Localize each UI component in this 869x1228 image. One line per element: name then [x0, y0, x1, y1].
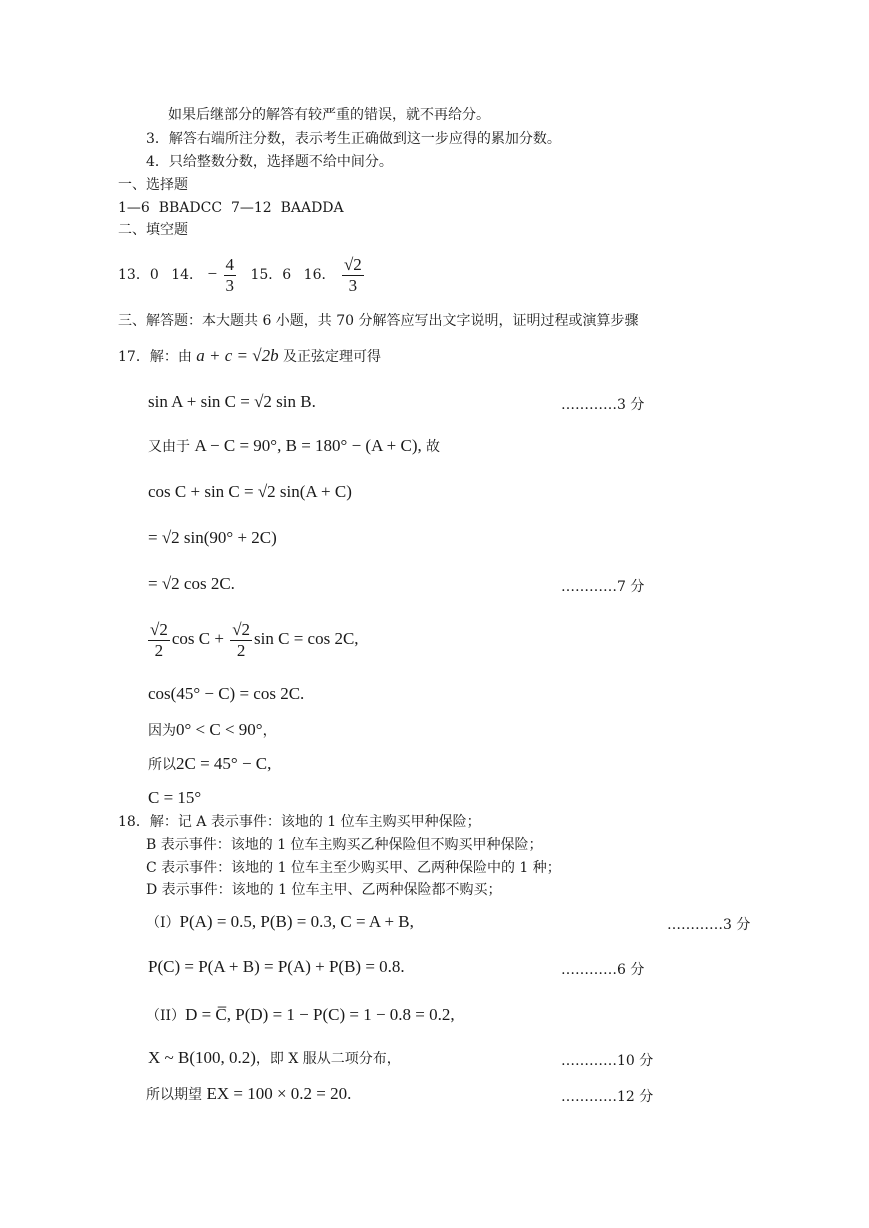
q17-eq5-score: …………7 分: [561, 579, 645, 595]
q17-eq7: cos(45° − C) = cos 2C.: [148, 684, 305, 703]
q18-part2-math: D = C̅, P(D) = 1 − P(C) = 1 − 0.8 = 0.2,: [185, 1005, 455, 1024]
q17-eq6: [146, 614, 359, 664]
q17-eq2-text: 又由于: [148, 439, 195, 455]
q18-part1-score: …………3 分: [667, 917, 751, 933]
note-line-3: 3．解答右端所注分数，表示考生正确做到这一步应得的累加分数。: [146, 131, 561, 147]
q17-eq6-numerator-2: √2: [232, 619, 251, 639]
answer-16-label: 16．: [303, 267, 336, 283]
q17-eq6-numerator-1: √2: [150, 619, 168, 639]
fill-answers: [118, 252, 366, 297]
q18-part2c-math: EX = 100 × 0.2 = 20.: [206, 1084, 352, 1103]
q17-intro-label: 17．解：由: [118, 349, 197, 365]
answer-14-denominator: 3: [225, 275, 235, 295]
q17-eq3: cos C + sin C = √2 sin(A + C): [148, 482, 352, 501]
q18-part2b-score: …………10 分: [561, 1053, 654, 1069]
q17-eq2-tail: 故: [426, 439, 441, 455]
q18-part2: [146, 1006, 455, 1025]
q17-eq2-math: A − C = 90°, B = 180° − (A + C),: [194, 436, 427, 455]
q17-eq9: [148, 755, 271, 774]
answer-14-fraction: [224, 255, 237, 296]
q17-eq5: = √2 cos 2C.: [148, 574, 235, 593]
q17-eq6-fraction-1: [148, 620, 170, 661]
q17-intro-math: a + c = √2b: [196, 346, 279, 365]
q18-part1: [146, 913, 414, 932]
q18-part2c: [146, 1085, 351, 1104]
q17-eq8: [148, 721, 277, 740]
q18-part2c-score: …………12 分: [561, 1089, 654, 1105]
answer-16-numerator: √2: [343, 254, 362, 274]
section3-heading: 三、解答题：本大题共 6 小题，共 70 分解答应写出文字说明，证明过程或演算步骤: [118, 313, 639, 329]
q18-line-1: 18．解：记 A 表示事件：该地的 1 位车主购买甲种保险；: [118, 814, 481, 830]
q17-eq6-mid: cos C +: [171, 629, 229, 648]
q18-part1-math: P(A) = 0.5, P(B) = 0.3, C = A + B,: [179, 912, 414, 931]
q17-eq8-tail: ，: [262, 723, 277, 739]
q17-eq2: [148, 437, 440, 456]
q17-eq4: = √2 sin(90° + 2C): [148, 528, 277, 547]
q17-intro: [118, 347, 381, 366]
q18-part1b: P(C) = P(A + B) = P(A) + P(B) = 0.8.: [148, 957, 405, 976]
answer-14-label: 14．: [171, 267, 204, 283]
choice-answers: 1—6 BBADCC 7—12 BAADDA: [118, 200, 344, 216]
q18-part2-label: （II）: [146, 1008, 186, 1024]
q18-part1b-score: …………6 分: [561, 962, 645, 978]
q18-part2b: [148, 1049, 401, 1068]
section1-heading: 一、选择题: [118, 177, 188, 193]
answer-14-numerator: 4: [225, 254, 235, 274]
note-line-1: 如果后继部分的解答有较严重的错误，就不再给分。: [168, 107, 490, 123]
q17-intro-text: 及正弦定理可得: [278, 349, 382, 365]
q18-line-2: B 表示事件：该地的 1 位车主购买乙种保险但不购买甲种保险；: [146, 837, 543, 853]
q17-eq8-text: 因为: [148, 723, 176, 739]
answer-13: 13．0: [118, 267, 159, 283]
q17-eq9-math: 2C = 45° − C,: [176, 754, 272, 773]
answer-16-denominator: 3: [348, 275, 358, 295]
q18-part2b-math: X ~ B(100, 0.2): [148, 1048, 256, 1067]
answer-14-sign: −: [207, 264, 218, 283]
section2-heading: 二、填空题: [118, 222, 188, 238]
q17-eq10: C = 15°: [148, 788, 202, 807]
q17-eq1-score: …………3 分: [561, 397, 645, 413]
q18-line-3: C 表示事件：该地的 1 位车主至少购买甲、乙两种保险中的 1 种；: [146, 860, 561, 876]
q18-part2b-text: ，即 X 服从二项分布，: [255, 1051, 401, 1067]
q17-eq9-text: 所以: [148, 757, 176, 773]
note-line-4: 4．只给整数分数，选择题不给中间分。: [146, 154, 393, 170]
answer-16-fraction: [342, 255, 364, 296]
q17-eq6-tail: sin C = cos 2C,: [254, 629, 359, 648]
q17-eq6-denominator-2: 2: [236, 640, 246, 660]
q17-eq1: sin A + sin C = √2 sin B.: [148, 392, 316, 411]
q17-eq8-math: 0° < C < 90°: [176, 720, 263, 739]
q18-line-4: D 表示事件：该地的 1 位车主甲、乙两种保险都不购买；: [146, 882, 502, 898]
q17-eq6-denominator-1: 2: [154, 640, 164, 660]
q18-part1-label: （I）: [146, 915, 180, 931]
answer-15: 15．6: [250, 267, 292, 283]
q18-part2c-text: 所以期望: [146, 1087, 207, 1103]
q17-eq6-fraction-2: [230, 620, 252, 661]
